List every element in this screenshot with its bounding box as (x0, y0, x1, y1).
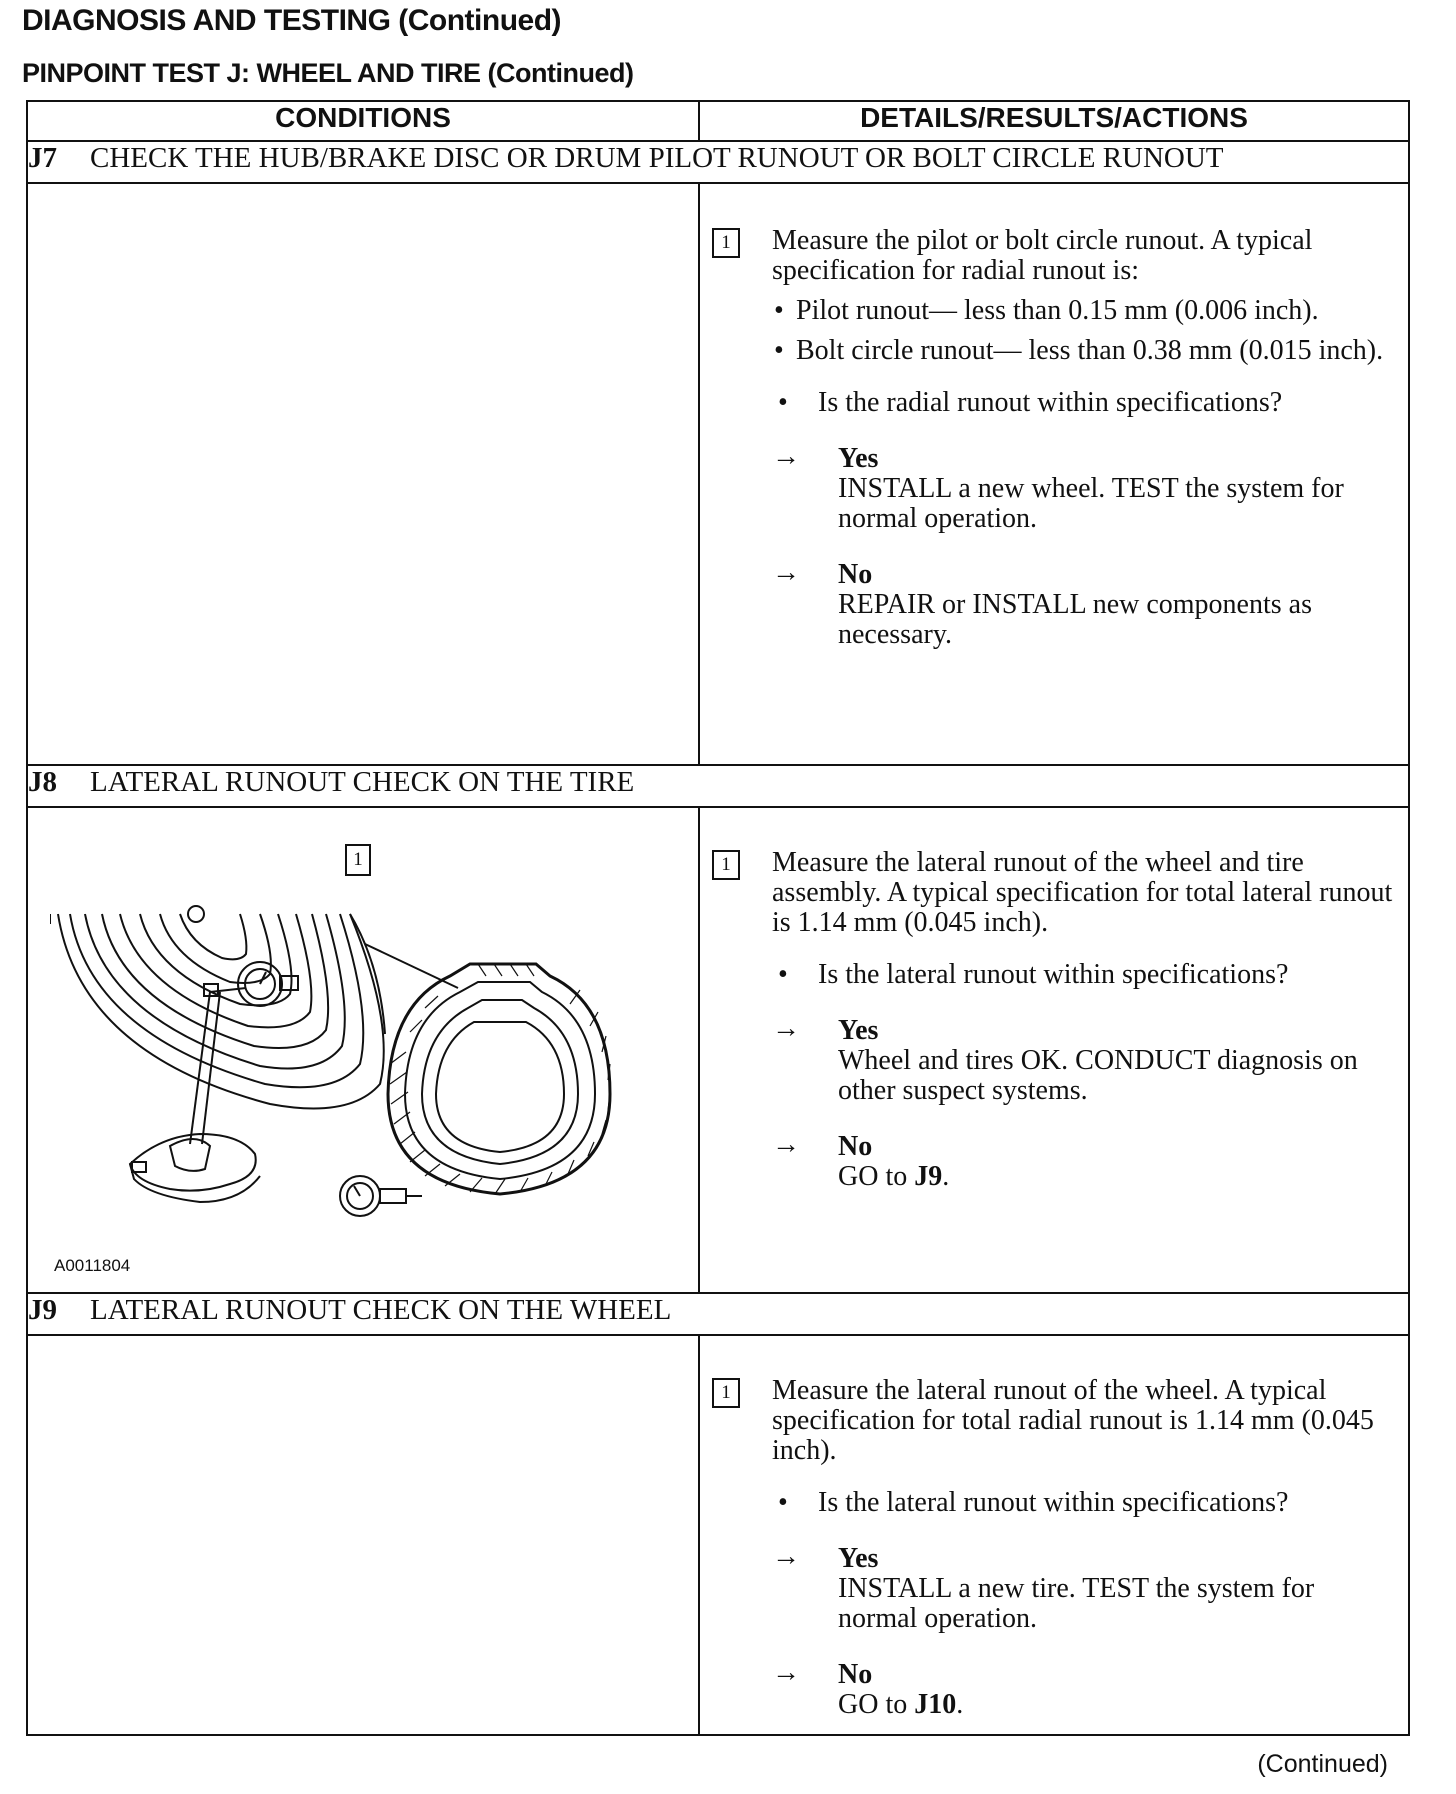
answer-text: Wheel and tires OK. CONDUCT diagnosis on other suspect systems. (838, 1045, 1358, 1106)
right-arrow-icon: → (772, 1013, 800, 1044)
answer-text: GO to J9. (838, 1161, 950, 1192)
answer-no (700, 557, 1408, 650)
answer-label: No (838, 559, 873, 590)
question-text: Is the lateral runout within specifications? (818, 1487, 1289, 1518)
question-text: Is the lateral runout within specifications? (818, 959, 1289, 990)
section-header-j9 (27, 1293, 1409, 1335)
step-number-box: 1 (712, 1378, 740, 1408)
step-number-box: 1 (712, 228, 740, 258)
step-text: Measure the pilot or bolt circle runout. A typical specification for radial runout is: (772, 225, 1313, 286)
right-arrow-icon: → (772, 557, 800, 588)
continued-label: (Continued) (1257, 1750, 1388, 1778)
details-column-header: DETAILS/RESULTS/ACTIONS (699, 101, 1409, 141)
section-title: LATERAL RUNOUT CHECK ON THE WHEEL (90, 1294, 672, 1326)
figure-callout-box: 1 (345, 844, 371, 876)
step-text: Measure the lateral runout of the wheel and tire assembly. A typical specification for total lateral runout is 1.14 mm (0.045 inch). (772, 847, 1393, 938)
runout-gauge-illustration (50, 884, 690, 1284)
question-text: Is the radial runout within specifications? (818, 387, 1283, 418)
answer-yes (700, 1541, 1408, 1634)
question (700, 960, 1408, 990)
section-title: CHECK THE HUB/BRAKE DISC OR DRUM PILOT RUNOUT OR BOLT CIRCLE RUNOUT (90, 142, 1224, 174)
question (700, 1488, 1408, 1518)
answer-label: Yes (838, 443, 879, 474)
spec-list (772, 296, 1394, 366)
answer-text: INSTALL a new tire. TEST the system for normal operation. (838, 1573, 1315, 1634)
step-1 (700, 848, 1408, 938)
details-cell-j9 (699, 1335, 1409, 1735)
right-arrow-icon: → (772, 1129, 800, 1160)
figure-id: A0011804 (54, 1256, 131, 1275)
answer-text: INSTALL a new wheel. TEST the system for normal operation. (838, 473, 1344, 534)
conditions-cell-j8 (27, 807, 699, 1293)
section-code: J9 (28, 1294, 57, 1326)
question (700, 388, 1408, 418)
bullet-dot: • (778, 1487, 788, 1518)
conditions-column-header: CONDITIONS (27, 101, 699, 141)
answer-label: No (838, 1131, 873, 1162)
section-header-j8 (27, 765, 1409, 807)
list-item: • Bolt circle runout— less than 0.38 mm (0.015 inch). (772, 336, 1394, 366)
right-arrow-icon: → (772, 441, 800, 472)
step-1 (700, 226, 1408, 366)
list-item: • Pilot runout— less than 0.15 mm (0.006 inch). (772, 296, 1394, 326)
step-number-box: 1 (712, 850, 740, 880)
answer-text: GO to J10. (838, 1689, 964, 1720)
right-arrow-icon: → (772, 1657, 800, 1688)
page-title: DIAGNOSIS AND TESTING (Continued) (22, 4, 562, 37)
answer-label: No (838, 1659, 873, 1690)
answer-label: Yes (838, 1015, 879, 1046)
section-code: J8 (28, 766, 57, 798)
answer-yes (700, 1013, 1408, 1106)
section-header-j7 (27, 141, 1409, 183)
details-cell-j8 (699, 807, 1409, 1293)
pinpoint-test-table (26, 100, 1410, 1736)
answer-no (700, 1129, 1408, 1192)
answer-text: REPAIR or INSTALL new components as necessary. (838, 589, 1312, 650)
section-title: LATERAL RUNOUT CHECK ON THE TIRE (90, 766, 635, 798)
step-1 (700, 1376, 1408, 1466)
conditions-cell-j9 (27, 1335, 699, 1735)
conditions-cell-j7 (27, 183, 699, 765)
bullet-dot: • (778, 387, 788, 418)
details-cell-j7 (699, 183, 1409, 765)
goto-link: J9 (914, 1161, 943, 1192)
page-subtitle: PINPOINT TEST J: WHEEL AND TIRE (Continued) (22, 58, 634, 88)
bullet-dot: • (778, 959, 788, 990)
step-text: Measure the lateral runout of the wheel. A typical specification for total radial runout is 1.14 mm (0.045 inch). (772, 1375, 1374, 1466)
right-arrow-icon: → (772, 1541, 800, 1572)
answer-label: Yes (838, 1543, 879, 1574)
section-code: J7 (28, 142, 57, 174)
answer-no (700, 1657, 1408, 1720)
goto-link: J10 (914, 1689, 957, 1720)
answer-yes (700, 441, 1408, 534)
